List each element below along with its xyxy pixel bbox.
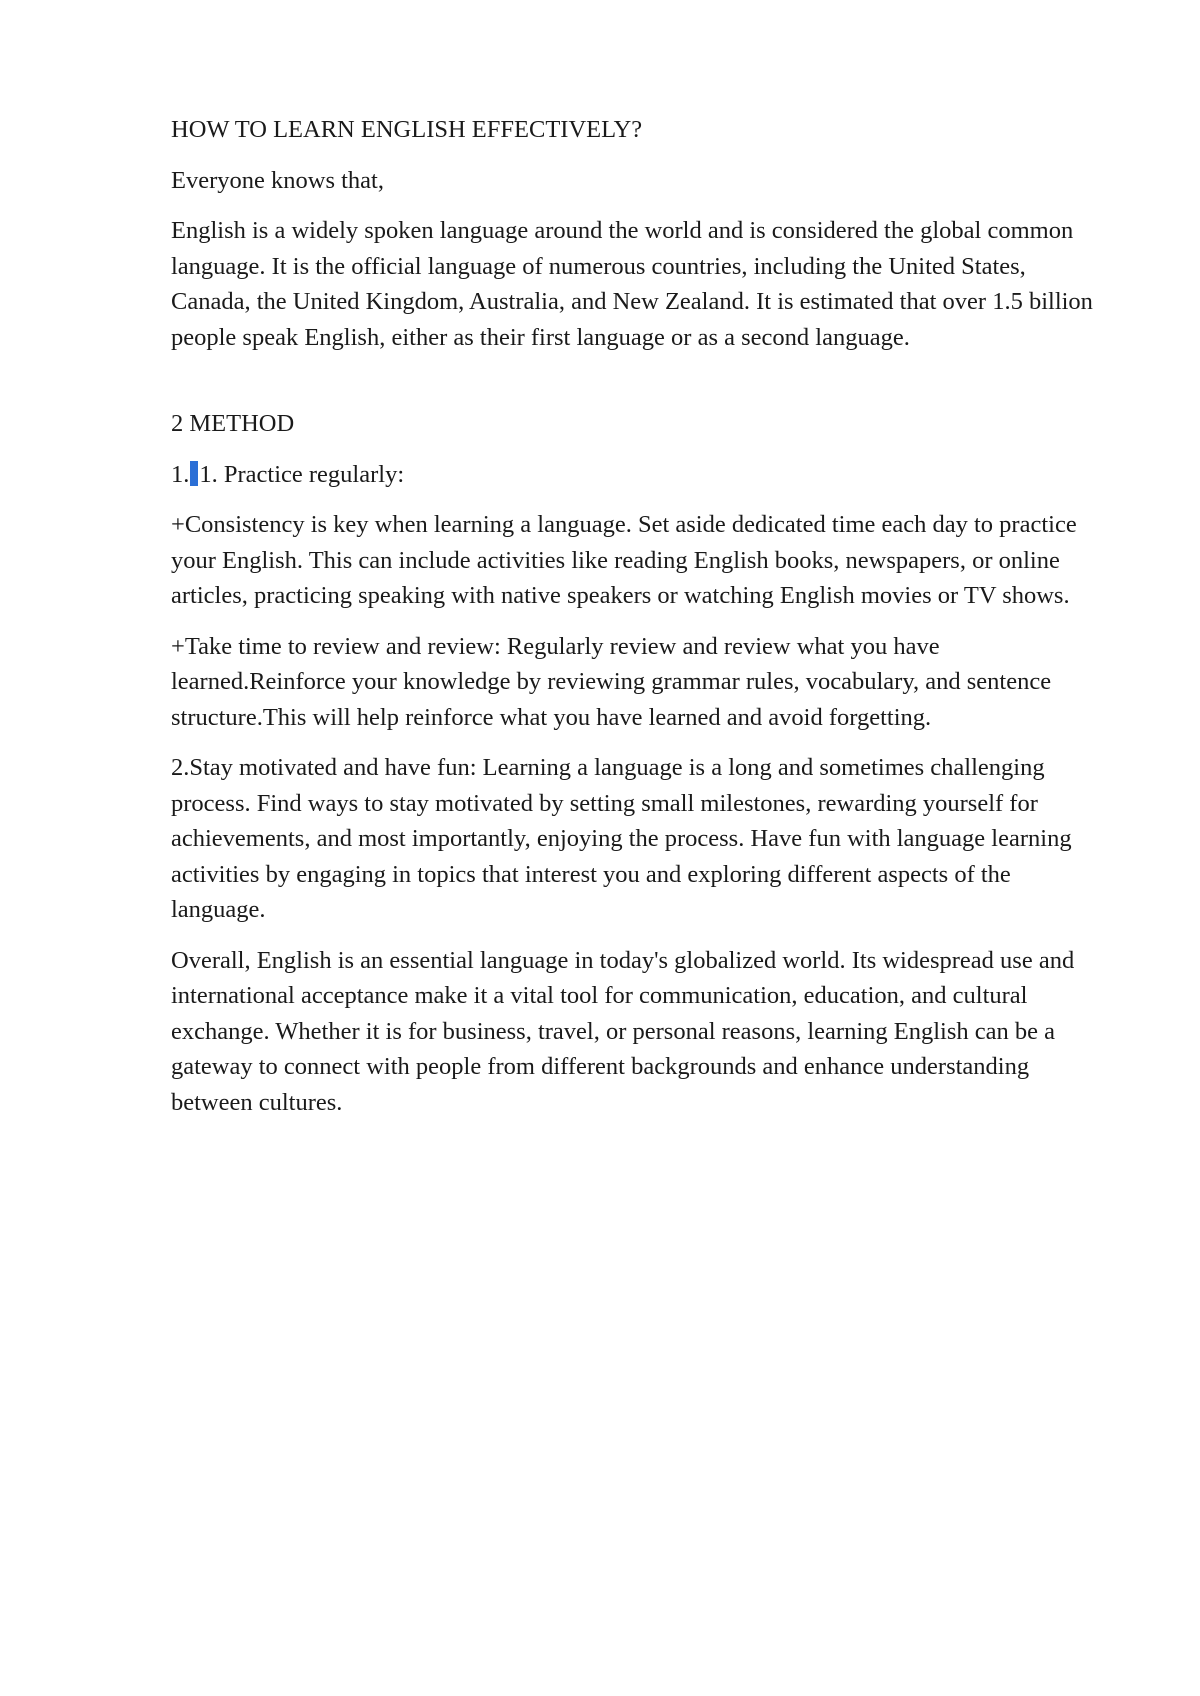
text-cursor-highlight bbox=[190, 461, 198, 486]
section-heading: 2 METHOD bbox=[171, 410, 295, 437]
document-body[interactable] bbox=[171, 112, 1106, 1135]
intro-line: Everyone knows that, bbox=[171, 166, 384, 194]
paragraph-overview: English is a widely spoken language around the world and is considered the global common language. It is the official language of numerous countries, including the United States, Canada, the United Kingdom, Australia, and New Zealand. It is estimated that over 1.5 billion people speak English, either as their first language or as a second language. bbox=[171, 217, 1093, 351]
list-number-prefix: 1. bbox=[171, 460, 190, 488]
list-item-2: 2.Stay motivated and have fun: Learning a language is a long and sometimes challenging process. Find ways to stay motivated by setting small milestones, rewarding yourself for achievements, and most importantly, enjoying the process. Have fun with language learning activities by engaging in topics that interest you and exploring different aspects of the language. bbox=[171, 754, 1072, 923]
bullet-consistency: +Consistency is key when learning a language. Set aside dedicated time each day to practice your English. This can include activities like reading English books, newspapers, or online articles, practicing speaking with native speakers or watching English movies or TV shows. bbox=[171, 511, 1077, 609]
paragraph-conclusion: Overall, English is an essential language in today's globalized world. Its widespread use and international acceptance make it a vital tool for communication, education, and cultural exchange. Whether it is for business, travel, or personal reasons, learning English can be a gateway to connect with people from different backgrounds and enhance understanding between cultures. bbox=[171, 946, 1075, 1116]
bullet-review: +Take time to review and review: Regularly review and review what you have learned.Reinforce your knowledge by reviewing grammar rules, vocabulary, and sentence structure.This will help reinforce what you have learned and avoid forgetting. bbox=[171, 632, 1052, 731]
list-item-1 bbox=[171, 457, 1106, 493]
list-item-1-label: 1. Practice regularly: bbox=[199, 460, 405, 488]
document-title: HOW TO LEARN ENGLISH EFFECTIVELY? bbox=[171, 116, 643, 143]
